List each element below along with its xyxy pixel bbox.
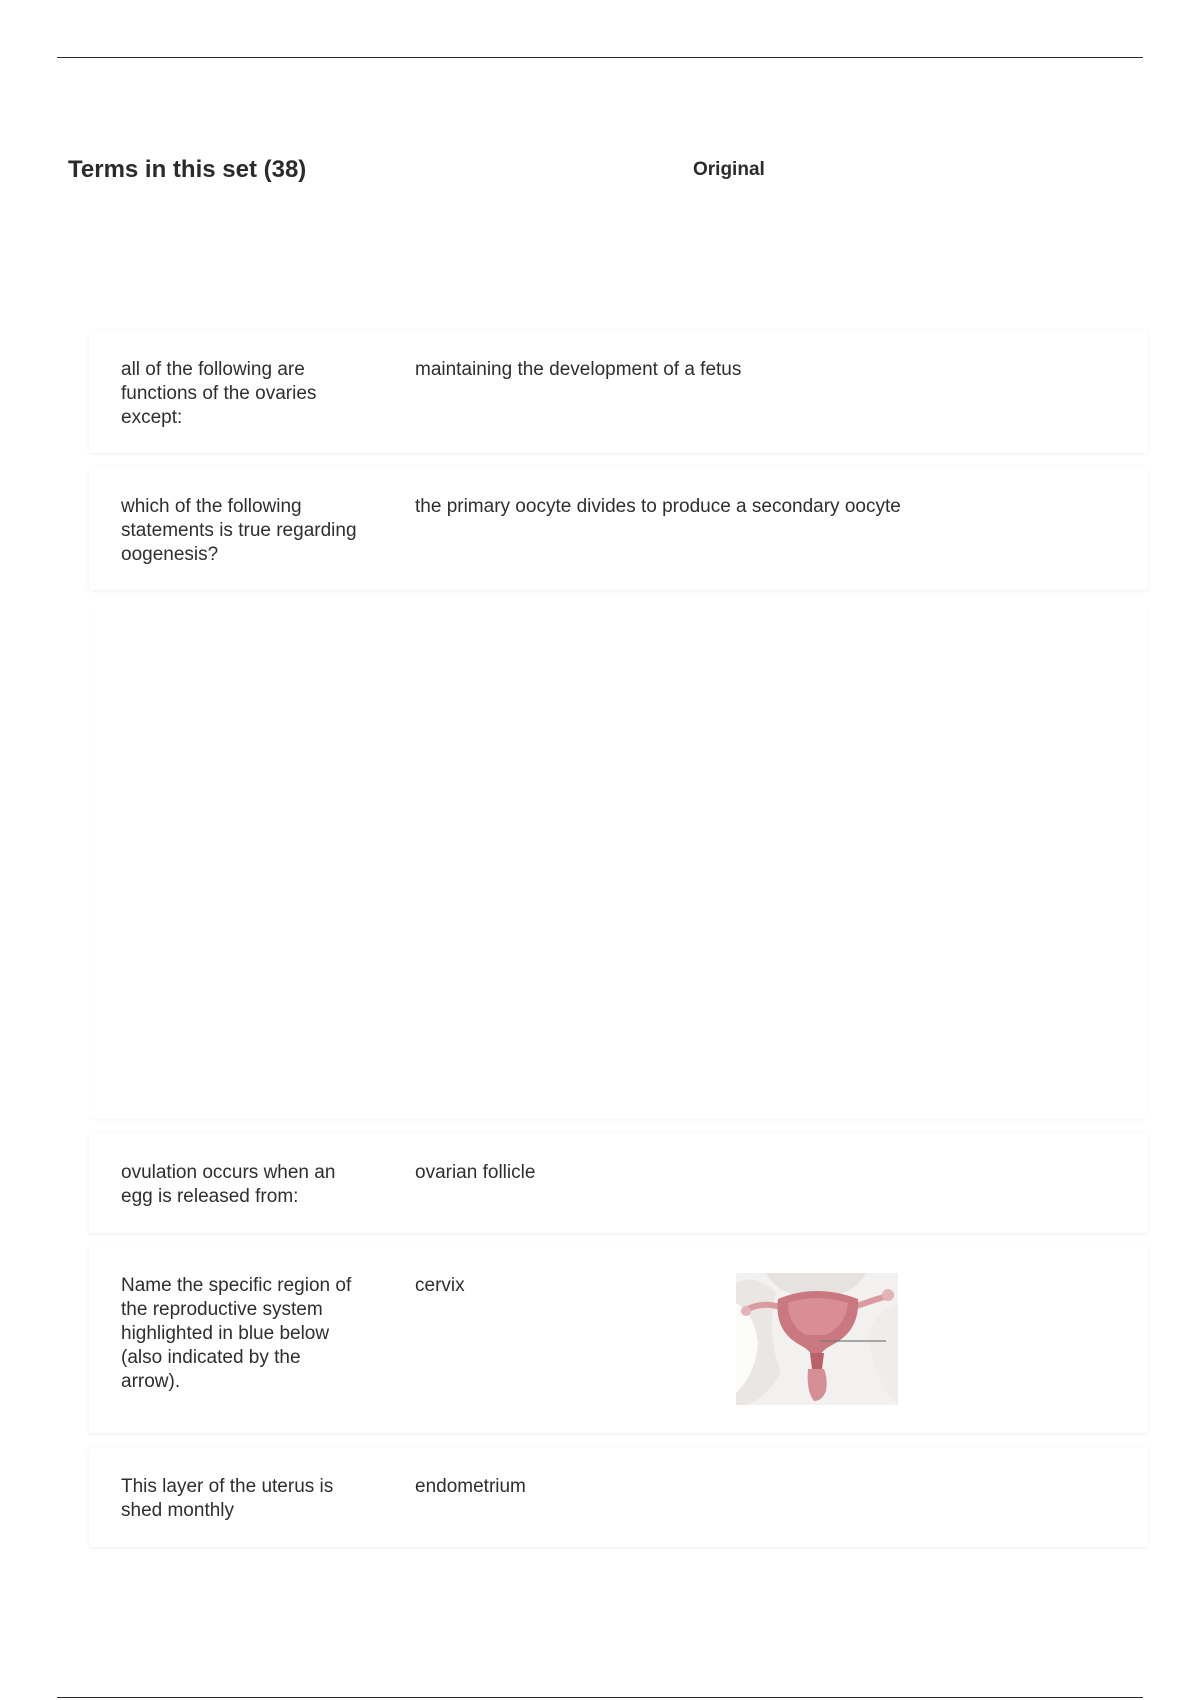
term-text: all of the following are functions of the ovaries except: <box>121 359 317 428</box>
term-text: which of the following statements is true regarding oogenesis? <box>121 496 357 565</box>
term-text: ovulation occurs when an egg is released from: <box>121 1162 336 1207</box>
definition-text: ovarian follicle <box>415 1162 536 1183</box>
bottom-divider <box>57 1697 1143 1698</box>
original-label: Original <box>693 159 765 180</box>
term-card[interactable] <box>89 1246 1148 1433</box>
term-card-empty[interactable] <box>89 604 1148 1119</box>
term-card[interactable] <box>89 1447 1148 1547</box>
definition-text: the primary oocyte divides to produce a secondary oocyte <box>415 496 901 517</box>
term-text: Name the specific region of the reproductive system highlighted in blue below (also indicated by the arrow). <box>121 1275 352 1392</box>
term-card[interactable] <box>89 1133 1148 1233</box>
top-divider <box>57 57 1143 58</box>
definition-text: endometrium <box>415 1476 526 1497</box>
uterus-anatomy-image[interactable] <box>736 1273 898 1405</box>
definition-text: cervix <box>415 1275 465 1296</box>
term-text: This layer of the uterus is shed monthly <box>121 1476 334 1521</box>
definition-text: maintaining the development of a fetus <box>415 359 742 380</box>
term-card[interactable] <box>89 330 1148 453</box>
page-title: Terms in this set (38) <box>68 156 307 183</box>
term-card[interactable] <box>89 467 1148 590</box>
